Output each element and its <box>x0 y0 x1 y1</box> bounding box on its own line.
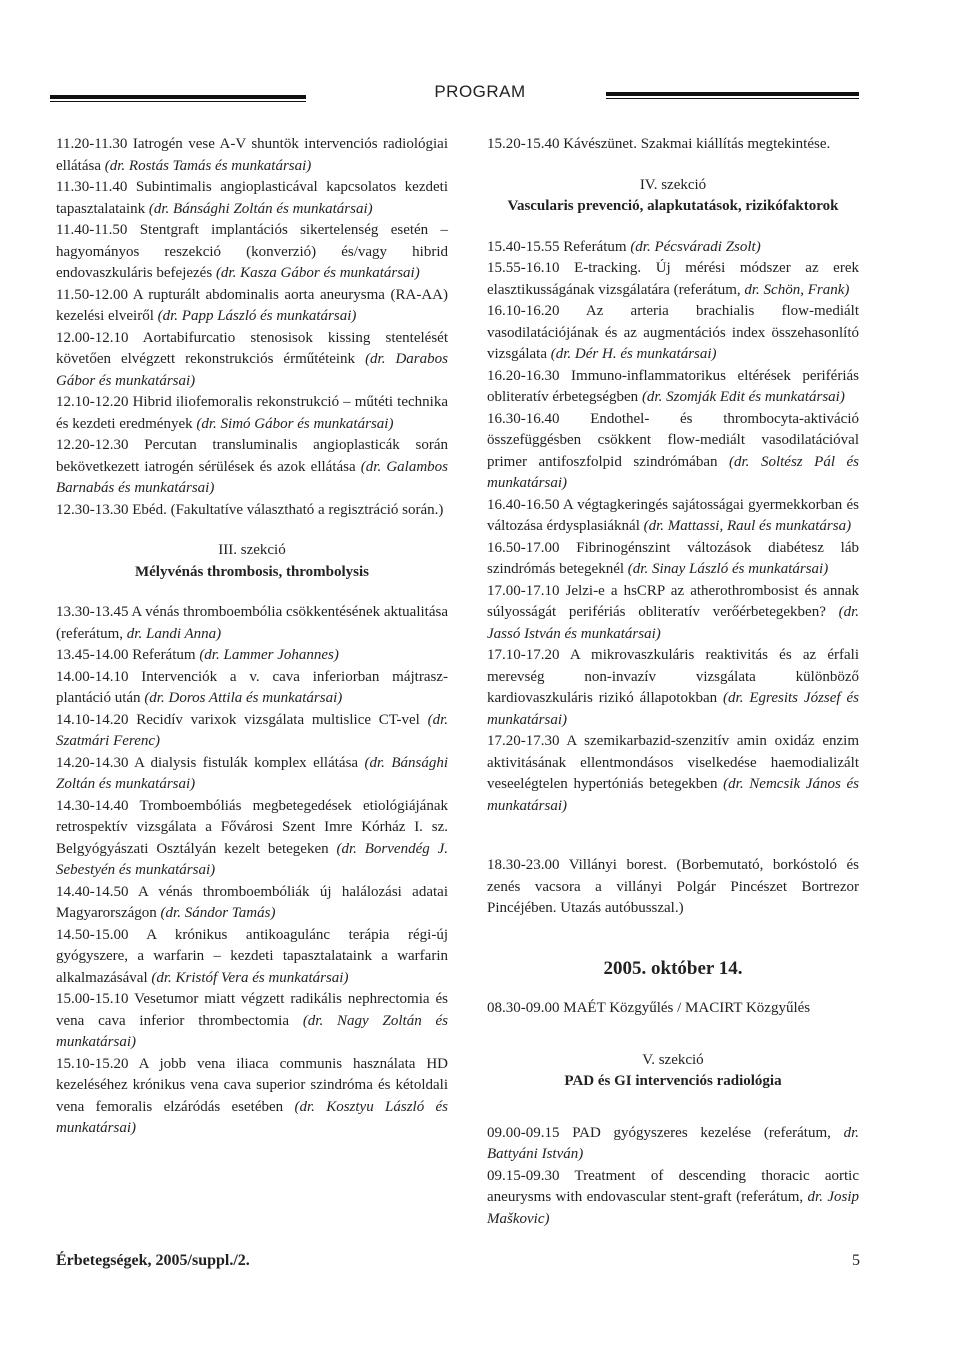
spacer <box>487 156 859 175</box>
program-entry <box>56 645 448 667</box>
general-assembly-entry <box>487 998 859 1020</box>
program-entry <box>487 301 859 366</box>
program-entry <box>487 1166 859 1231</box>
entry-time: 09.15-09.30 <box>487 1167 560 1184</box>
section-3-heading <box>56 540 448 583</box>
entry-time: 12.20-12.30 <box>56 437 129 453</box>
program-entry <box>487 409 859 495</box>
entry-time: 14.20-14.30 <box>56 754 129 771</box>
entry-title: Immuno-inflammatorikus eltérések perifériás obliteratív érbetegségben <box>487 367 859 405</box>
entry-authors: dr. Landi Anna) <box>126 625 222 642</box>
entry-authors: (dr. Galambos Barnabás és munkatársai) <box>56 458 448 496</box>
section-4-title: Vascularis prevenció, alapkutatások, rizikófaktorok <box>507 198 839 214</box>
section-4-heading <box>487 175 859 218</box>
entry-title: A vénás thromboembólia csökkentésének aktualitása (referátum, <box>56 604 448 642</box>
spacer <box>56 521 448 540</box>
entry-time: 14.00-14.10 <box>56 668 129 685</box>
entry-title: Villányi borest. (Borbemutató, borkóstoló és zenés vacsora a villányi Polgár Pincészet Bortrezor Pincéjében. Utazás autóbusszal.) <box>487 857 859 916</box>
entry-time: 15.40-15.55 <box>487 238 560 255</box>
spacer <box>487 218 859 237</box>
entry-time: 12.30-13.30 <box>56 501 129 518</box>
entry-title: Intervenciók a v. cava inferiorban májtrasz-plantáció után <box>56 668 448 706</box>
entry-time: 09.00-09.15 <box>487 1124 560 1141</box>
program-entry <box>487 495 859 538</box>
entry-title: A végtagkeringés sajátosságai gyermekkorban és változása érdysplasiáknál <box>487 496 859 534</box>
program-entry <box>56 1054 448 1140</box>
entry-time: 18.30-23.00 <box>487 857 560 873</box>
entry-time: 08.30-09.00 <box>487 1000 560 1016</box>
entry-authors: (dr. Lammer Johannes) <box>199 647 339 663</box>
entry-authors: (dr. Sándor Tamás) <box>160 905 276 921</box>
entry-authors: (dr. Kasza Gábor és munkatársai) <box>215 265 420 281</box>
entry-title: Aortabifurcatio stenosisok kissing stentelését követően elvégzett rekonstrukciós érműtéteink <box>56 329 448 367</box>
program-entry <box>56 753 448 796</box>
entry-time: 14.50-15.00 <box>56 926 129 943</box>
entry-authors: (dr. Soltész Pál és munkatársai) <box>487 453 859 491</box>
left-program-list-2 <box>56 602 448 1140</box>
entry-title: Referátum <box>128 647 200 663</box>
entry-title: A vénás thromboembóliák új halálozási adatai Magyarországon <box>56 883 448 921</box>
section-5-title: PAD és GI intervenciós radiológia <box>564 1073 782 1089</box>
entry-time: 17.00-17.10 <box>487 582 560 599</box>
program-entry <box>56 925 448 990</box>
entry-title: MAÉT Közgyűlés / MACIRT Közgyűlés <box>559 1000 811 1016</box>
entry-title: Hibrid iliofemoralis rekonstrukció – műtéti technika és kezdeti eredmények <box>56 394 448 432</box>
program-entry <box>56 989 448 1054</box>
program-entry <box>56 710 448 753</box>
entry-title: A jobb vena iliaca communis használata HD kezeléséhez krónikus vena cava superior szindróma és kétoldali vena femoralis elzáródás esetében <box>56 1055 448 1115</box>
entry-title: Az arteria brachialis flow-mediált vasodilatációjának és az augmentációs index összehasonlító vizsgálata <box>487 303 859 362</box>
entry-title: Kávészünet. Szakmai kiállítás megtekintése. <box>559 136 831 152</box>
entry-title: Tromboembóliás megbetegedések etiológiájának retrospektív vizsgálata a Fővárosi Szent Imre Kórház I. sz. Belgyógyászati Osztályán kezelt betegeken <box>56 797 448 857</box>
entry-authors: (dr. Nemcsik János és munkatársai) <box>487 776 859 814</box>
header-rule-right-thin <box>606 98 859 99</box>
footer-page-number: 5 <box>852 1252 860 1269</box>
wine-dinner-entry <box>487 855 859 920</box>
program-entry <box>56 667 448 710</box>
entry-authors: (dr. Borvendég J. Sebestyén és munkatársai) <box>56 840 448 878</box>
section-5-heading <box>487 1050 859 1093</box>
program-entry <box>56 796 448 882</box>
program-entry <box>487 855 859 920</box>
entry-time: 15.20-15.40 <box>487 136 560 152</box>
entry-time: 16.50-17.00 <box>487 539 560 556</box>
entry-authors: (dr. Bánsághi Zoltán és munkatársai) <box>56 754 449 792</box>
program-entry <box>487 645 859 731</box>
entry-authors: dr. Schön, Frank) <box>744 281 850 298</box>
program-entry <box>56 220 448 285</box>
right-program-list <box>487 237 859 818</box>
entry-title: Jelzi-e a hsCRP az atherothrombosist és annak súlyosságát perifériás obliteratív verőérbetegekben? <box>487 582 859 620</box>
program-entry <box>487 134 859 156</box>
entry-authors: (dr. Simó Gábor és munkatársai) <box>196 415 394 432</box>
entry-authors: (dr. Szatmári Ferenc) <box>56 711 448 749</box>
entry-title: A mikrovaszkuláris reaktivitás és az érfali merevség non-invazív vizsgálata különböző kardiovaszkuláris rizikó állapotokban <box>487 647 859 706</box>
entry-time: 17.10-17.20 <box>487 647 560 663</box>
program-entry <box>56 177 448 220</box>
program-entry <box>487 237 859 259</box>
program-entry <box>487 366 859 409</box>
program-entry <box>487 538 859 581</box>
entry-authors: (dr. Mattassi, Raul és munkatársa) <box>643 518 852 534</box>
right-program-list-2 <box>487 1123 859 1231</box>
program-entry <box>487 1123 859 1166</box>
program-entry <box>56 602 448 645</box>
entry-authors: (dr. Dér H. és munkatársai) <box>550 346 717 362</box>
entry-time: 16.40-16.50 <box>487 496 560 513</box>
entry-authors: (dr. Bánsághi Zoltán és munkatársai) <box>148 200 373 217</box>
footer-journal: Érbetegségek, 2005/suppl./2. <box>56 1252 250 1269</box>
section-3-number: III. szekció <box>218 542 286 558</box>
entry-time: 15.00-15.10 <box>56 991 129 1007</box>
entry-title: Treatment of descending thoracic aortic aneurysms with endovascular stent-graft (referátum, <box>487 1167 859 1205</box>
spacer <box>56 583 448 602</box>
entry-time: 14.10-14.20 <box>56 711 129 728</box>
entry-time: 11.20-11.30 <box>56 136 128 152</box>
entry-authors: (dr. Kristóf Vera és munkatársai) <box>151 969 349 986</box>
entry-title: Vesetumor miatt végzett radikális nephrectomia és vena cava inferior thrombectomia <box>56 991 448 1029</box>
entry-time: 16.30-16.40 <box>487 410 560 427</box>
entry-time: 11.50-12.00 <box>56 286 128 303</box>
program-entry <box>56 392 448 435</box>
entry-time: 14.30-14.40 <box>56 797 129 814</box>
spacer <box>487 979 859 998</box>
left-program-list <box>56 134 448 521</box>
entry-title: Subintimalis angioplasticával kapcsolatos kezdeti tapasztalataink <box>56 179 448 217</box>
entry-authors: (dr. Egresits József és munkatársai) <box>487 690 860 728</box>
entry-time: 11.40-11.50 <box>56 222 128 238</box>
entry-authors: (dr. Doros Attila és munkatársai) <box>144 690 343 706</box>
entry-title: Referátum <box>559 238 631 255</box>
entry-authors: (dr. Darabos Gábor és munkatársai) <box>56 351 448 389</box>
entry-time: 16.20-16.30 <box>487 367 560 384</box>
entry-time: 16.10-16.20 <box>487 303 560 319</box>
page-header-title: PROGRAM <box>434 82 526 101</box>
entry-title: Stentgraft implantációs sikertelenség esetén – hagyományos reszekció (konverzió) és/vagy hibrid endovaszkuláris befejezés <box>56 222 448 281</box>
entry-time: 14.40-14.50 <box>56 883 129 900</box>
entry-time: 11.30-11.40 <box>56 179 128 195</box>
entry-authors: (dr. Papp László és munkatársai) <box>157 308 357 324</box>
entry-time: 13.30-13.45 <box>56 604 129 620</box>
entry-title: Endothel- és thrombocyta-aktiváció összefüggésben csökkent flow-mediált vasodilatációval primer antifoszfolpid szindrómában <box>487 410 859 470</box>
entry-time: 17.20-17.30 <box>487 733 560 749</box>
program-entry <box>487 258 859 301</box>
entry-authors: (dr. Pécsváradi Zsolt) <box>630 238 761 255</box>
date-heading: 2005. október 14. <box>603 957 743 979</box>
spacer <box>487 920 859 958</box>
spacer <box>487 817 859 855</box>
entry-time: 15.10-15.20 <box>56 1055 129 1072</box>
entry-time: 12.10-12.20 <box>56 394 129 410</box>
section-3-title: Mélyvénás thrombosis, thrombolysis <box>134 563 370 580</box>
spacer <box>487 1093 859 1123</box>
entry-authors: dr. Battyáni István) <box>487 1124 859 1162</box>
entry-time: 15.55-16.10 <box>487 260 560 276</box>
entry-title: A rupturált abdominalis aorta aneurysma (RA-AA) kezelési elveiről <box>56 286 448 324</box>
entry-title: E-tracking. Új mérési módszer az erek elasztikusságának vizsgálatára (referátum, <box>487 260 859 298</box>
entry-authors: (dr. Kosztyu László és munkatársai) <box>56 1098 448 1136</box>
entry-title: Ebéd. (Fakultatíve választható a regisztráció során.) <box>128 501 444 518</box>
program-entry <box>56 328 448 393</box>
entry-time: 13.45-14.00 <box>56 647 129 663</box>
entry-title: Fibrinogénszint változások diabétesz láb szindrómás betegeknél <box>487 539 859 577</box>
entry-title: Recidív varixok vizsgálata multislice CT-vel <box>128 711 428 728</box>
entry-title: Iatrogén vese A-V shuntök intervenciós radiológiai ellátása <box>56 136 448 174</box>
entry-authors: (dr. Jassó István és munkatársai) <box>487 604 859 642</box>
coffee-break-entry <box>487 134 859 156</box>
entry-title: PAD gyógyszeres kezelése (referátum, <box>559 1124 844 1141</box>
entry-authors: (dr. Sinay László és munkatársai) <box>627 561 829 577</box>
entry-authors: (dr. Szomják Edit és munkatársai) <box>641 389 845 405</box>
spacer <box>487 1020 859 1050</box>
entry-authors: (dr. Rostás Tamás és munkatársai) <box>104 157 312 174</box>
header-rule-right <box>606 92 859 96</box>
program-entry <box>56 882 448 925</box>
right-column <box>487 134 859 1230</box>
entry-title: A krónikus antikoagulánс terápia régi-új gyógyszere, a warfarin – kezdeti tapasztalataink a warfarin alkalmazásával <box>56 926 448 986</box>
program-entry <box>56 134 448 177</box>
entry-authors: dr. Josip Maškovic) <box>487 1189 859 1227</box>
program-entry <box>487 998 859 1020</box>
program-entry <box>56 500 448 522</box>
section-4-number: IV. szekció <box>639 176 707 193</box>
program-entry <box>56 435 448 500</box>
entry-title: Percutan transluminalis angioplasticák során bekövetkezett iatrogén sérülések és azok ellátása <box>56 437 448 475</box>
entry-title: A szemikarbazid-szenzitív amin oxidáz enzim aktivitásának ellentmondásos viselkedése haemodializált veseelégtelen hypertóniás betegekben <box>487 733 859 792</box>
entry-time: 12.00-12.10 <box>56 329 129 346</box>
section-5-number: V. szekció <box>642 1051 704 1068</box>
entry-title: A dialysis fistulák komplex ellátása <box>128 754 365 771</box>
entry-authors: (dr. Nagy Zoltán és munkatársai) <box>56 1012 448 1050</box>
program-entry <box>56 285 448 328</box>
left-column <box>56 134 448 1140</box>
program-entry <box>487 581 859 646</box>
program-entry <box>487 731 859 817</box>
